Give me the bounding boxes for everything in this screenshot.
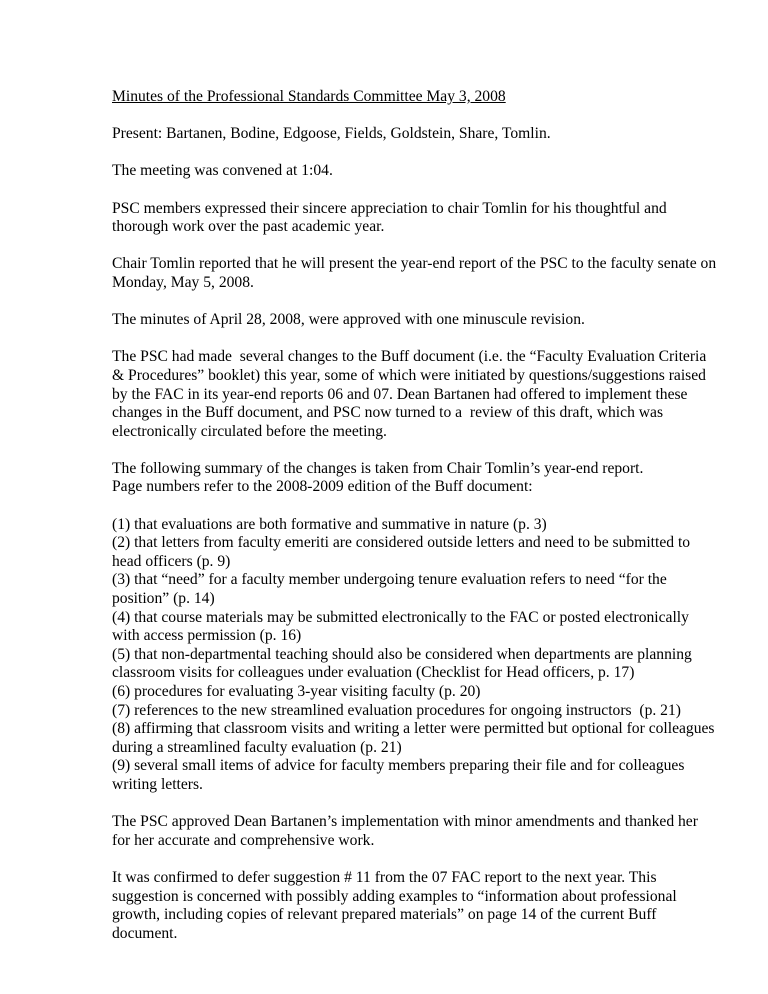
list-item-line: (9) several small items of advice for faculty members preparing their file and for colleagues bbox=[112, 757, 685, 775]
list-item-line: (1) that evaluations are both formative and summative in nature (p. 3) bbox=[112, 515, 547, 533]
text-line: thorough work over the past academic year. bbox=[112, 218, 385, 236]
report-paragraph bbox=[112, 255, 717, 292]
text-line: The following summary of the changes is taken from Chair Tomlin’s year-end report. bbox=[112, 459, 644, 477]
list-item-line: (5) that non-departmental teaching should also be considered when departments are planning bbox=[112, 645, 692, 663]
changes-list bbox=[112, 515, 715, 795]
list-item-line: with access permission (p. 16) bbox=[112, 627, 302, 645]
text-line: Monday, May 5, 2008. bbox=[112, 273, 254, 291]
text-line: Page numbers refer to the 2008-2009 edition of the Buff document: bbox=[112, 478, 533, 496]
list-item-line: writing letters. bbox=[112, 775, 203, 793]
convened-paragraph: The meeting was convened at 1:04. bbox=[112, 162, 333, 180]
text-line: The PSC had made several changes to the Buff document (i.e. the “Faculty Evaluation Criteria bbox=[112, 348, 707, 366]
text-line: for her accurate and comprehensive work. bbox=[112, 831, 375, 849]
minutes-title-paragraph bbox=[112, 88, 672, 107]
minutes-approved-paragraph: The minutes of April 28, 2008, were approved with one minuscule revision. bbox=[112, 311, 585, 329]
list-item-line: (6) procedures for evaluating 3-year visiting faculty (p. 20) bbox=[112, 683, 481, 700]
text-line: PSC members expressed their sincere appreciation to chair Tomlin for his thoughtful and bbox=[112, 199, 667, 217]
text-line: & Procedures” booklet) this year, some of which were initiated by questions/suggestions raised bbox=[112, 366, 706, 384]
list-item-line: (7) references to the new streamlined evaluation procedures for ongoing instructors (p. 21) bbox=[112, 701, 681, 719]
list-item-line: position” (p. 14) bbox=[112, 590, 215, 608]
list-item-line: (2) that letters from faculty emeriti are considered outside letters and need to be submitted to bbox=[112, 534, 691, 552]
text-line: changes in the Buff document, and PSC now turned to a review of this draft, which was bbox=[112, 404, 664, 422]
summary-intro-paragraph bbox=[112, 460, 672, 497]
text-line: growth, including copies of relevant prepared materials” on page 14 of the current Buff bbox=[112, 906, 657, 924]
text-line: It was confirmed to defer suggestion # 11 from the 07 FAC report to the next year. This bbox=[112, 868, 657, 886]
text-line: suggestion is concerned with possibly adding examples to “information about professional bbox=[112, 887, 677, 905]
text-line: by the FAC in its year-end reports 06 and 07. Dean Bartanen had offered to implement these bbox=[112, 385, 688, 403]
text-line: electronically circulated before the meeting. bbox=[112, 422, 387, 440]
appreciation-paragraph bbox=[112, 200, 672, 237]
minutes-title: Minutes of the Professional Standards Committee May 3, 2008 bbox=[112, 88, 506, 105]
deferral-paragraph bbox=[112, 868, 677, 943]
list-item-line: (8) affirming that classroom visits and writing a letter were permitted but optional for colleagues bbox=[112, 720, 715, 738]
text-line: document. bbox=[112, 924, 178, 942]
list-item-line: during a streamlined faculty evaluation (p. 21) bbox=[112, 738, 402, 756]
approval-paragraph bbox=[112, 813, 698, 850]
list-item-line: (4) that course materials may be submitted electronically to the FAC or posted electronically bbox=[112, 608, 689, 626]
list-item-line: classroom visits for colleagues under evaluation (Checklist for Head officers, p. 17) bbox=[112, 664, 635, 682]
list-item-line: head officers (p. 9) bbox=[112, 552, 231, 570]
text-line: Chair Tomlin reported that he will present the year-end report of the PSC to the faculty senate on bbox=[112, 255, 717, 273]
list-item-line: (3) that “need” for a faculty member undergoing tenure evaluation refers to need “for the bbox=[112, 571, 667, 589]
text-line: The PSC approved Dean Bartanen’s implementation with minor amendments and thanked her bbox=[112, 813, 698, 831]
attendees-paragraph: Present: Bartanen, Bodine, Edgoose, Fields, Goldstein, Share, Tomlin. bbox=[112, 125, 551, 143]
document-page bbox=[112, 88, 717, 962]
buff-changes-paragraph bbox=[112, 348, 707, 441]
